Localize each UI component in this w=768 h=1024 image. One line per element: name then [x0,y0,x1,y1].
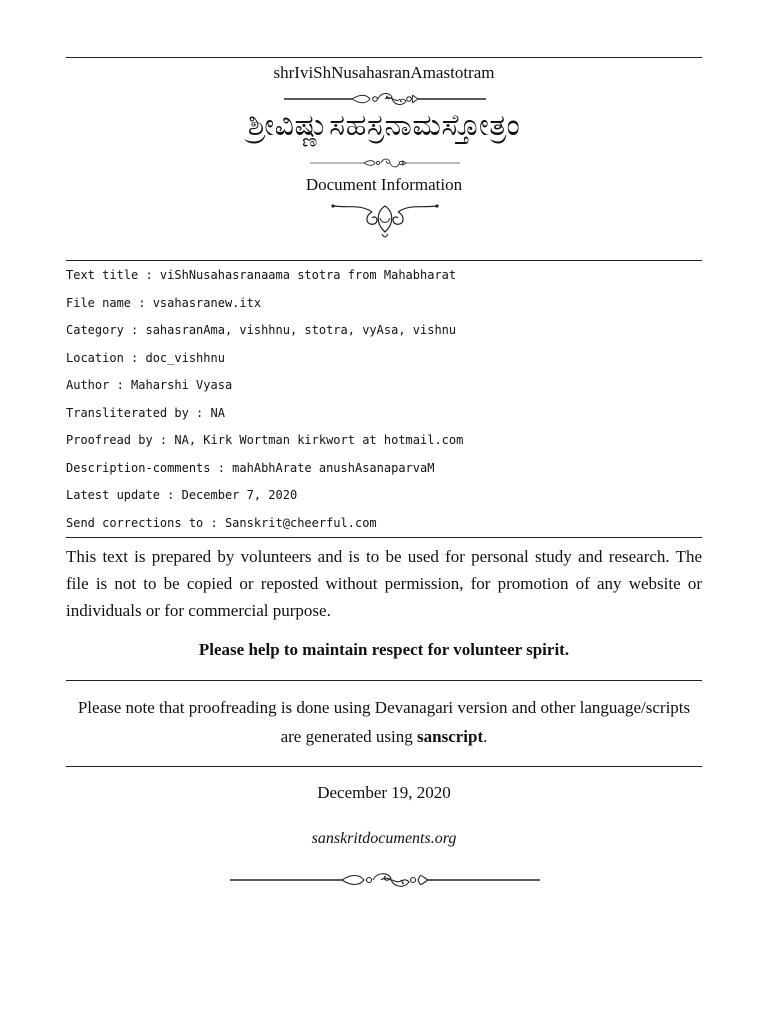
metadata-proofread-by: Proofread by : NA, Kirk Wortman kirkwort at hotmail.com [66,433,464,447]
metadata-top-rule [66,260,702,261]
flourish-ornament-icon [282,91,488,107]
scroll-ornament-icon [330,198,440,240]
metadata-send-corrections: Send corrections to : Sanskrit@cheerful.com [66,515,377,530]
proofreading-rule [66,766,702,767]
metadata-author: Author : Maharshi Vyasa [66,378,233,392]
volunteer-spirit-notice: Please help to maintain respect for volunteer spirit. [198,640,570,659]
sanscript-term: sanscript [417,727,484,746]
metadata-bottom-rule [66,537,702,538]
notice-line-2: file is not to be copied or reposted without permission, for promotion of any website or [66,574,702,593]
volunteer-notice-paragraph [66,543,702,624]
metadata-file-name: File name : vsahasranew.itx [66,295,262,310]
bottom-flourish-ornament-icon [228,871,542,889]
metadata-latest-update: Latest update : December 7, 2020 [66,488,298,502]
metadata-category: Category : sahasranAma, vishhnu, stotra, vyAsa, vishnu [66,323,457,337]
metadata-location: Location : doc_vishhnu [66,350,225,365]
proofreading-note [66,693,702,751]
notice-rule [66,680,702,681]
metadata-text-title: Text title : viShNusahasranaama stotra from Mahabharat [66,268,457,282]
notice-line-3: individuals or for commercial purpose. [66,601,331,620]
transliterated-title: shrIviShNusahasranAmastotram [273,63,495,82]
document-information-heading: Document Information [305,175,463,194]
metadata-transliterated-by: Transliterated by : NA [66,405,225,420]
notice-line-1: This text is prepared by volunteers and is to be used for personal study and research. The [66,547,702,566]
top-rule [66,57,702,58]
kannada-title: ಶ್ರೀವಿಷ್ಣುಸಹಸ್ರನಾಮಸ್ತೋತ್ರಂ [247,108,521,143]
proofreading-suffix: . [483,727,488,746]
proofreading-prefix: are generated using [280,727,418,746]
site-name: sanskritdocuments.org [311,830,457,847]
document-date: December 19, 2020 [317,783,451,802]
metadata-description-comments: Description-comments : mahAbhArate anushAsanaparvaM [66,460,435,475]
proofreading-line-1: Please note that proofreading is done using Devanagari version and other language/scripts [77,698,691,717]
proofreading-line-2 [66,722,702,751]
small-flourish-ornament-icon [308,157,462,169]
